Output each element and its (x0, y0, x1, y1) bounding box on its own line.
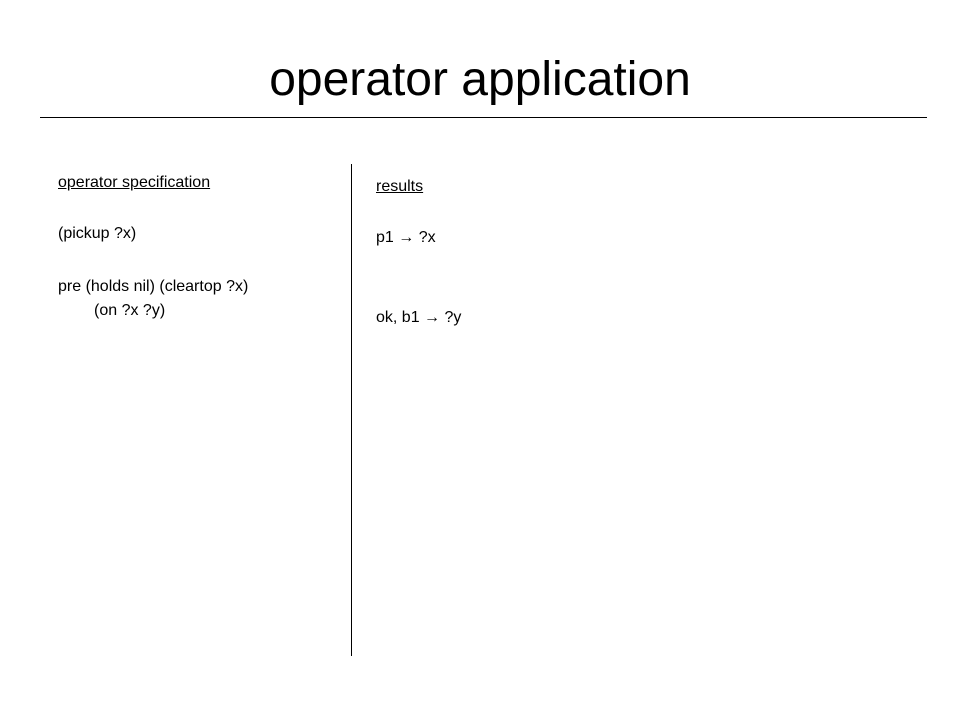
precondition-line-1: pre (holds nil) (cleartop ?x) (58, 278, 249, 295)
precondition-line-2: (on ?x ?y) (94, 302, 166, 319)
operator-specification-heading: operator specification (58, 174, 211, 191)
column-divider (351, 164, 352, 656)
result-line-1: p1 → ?x (376, 229, 436, 246)
results-heading: results (376, 178, 424, 195)
title-rule (40, 117, 927, 118)
slide-title: operator application (269, 53, 691, 106)
operator-pickup-line: (pickup ?x) (58, 225, 137, 242)
result-line-2: ok, b1 → ?y (376, 309, 462, 326)
